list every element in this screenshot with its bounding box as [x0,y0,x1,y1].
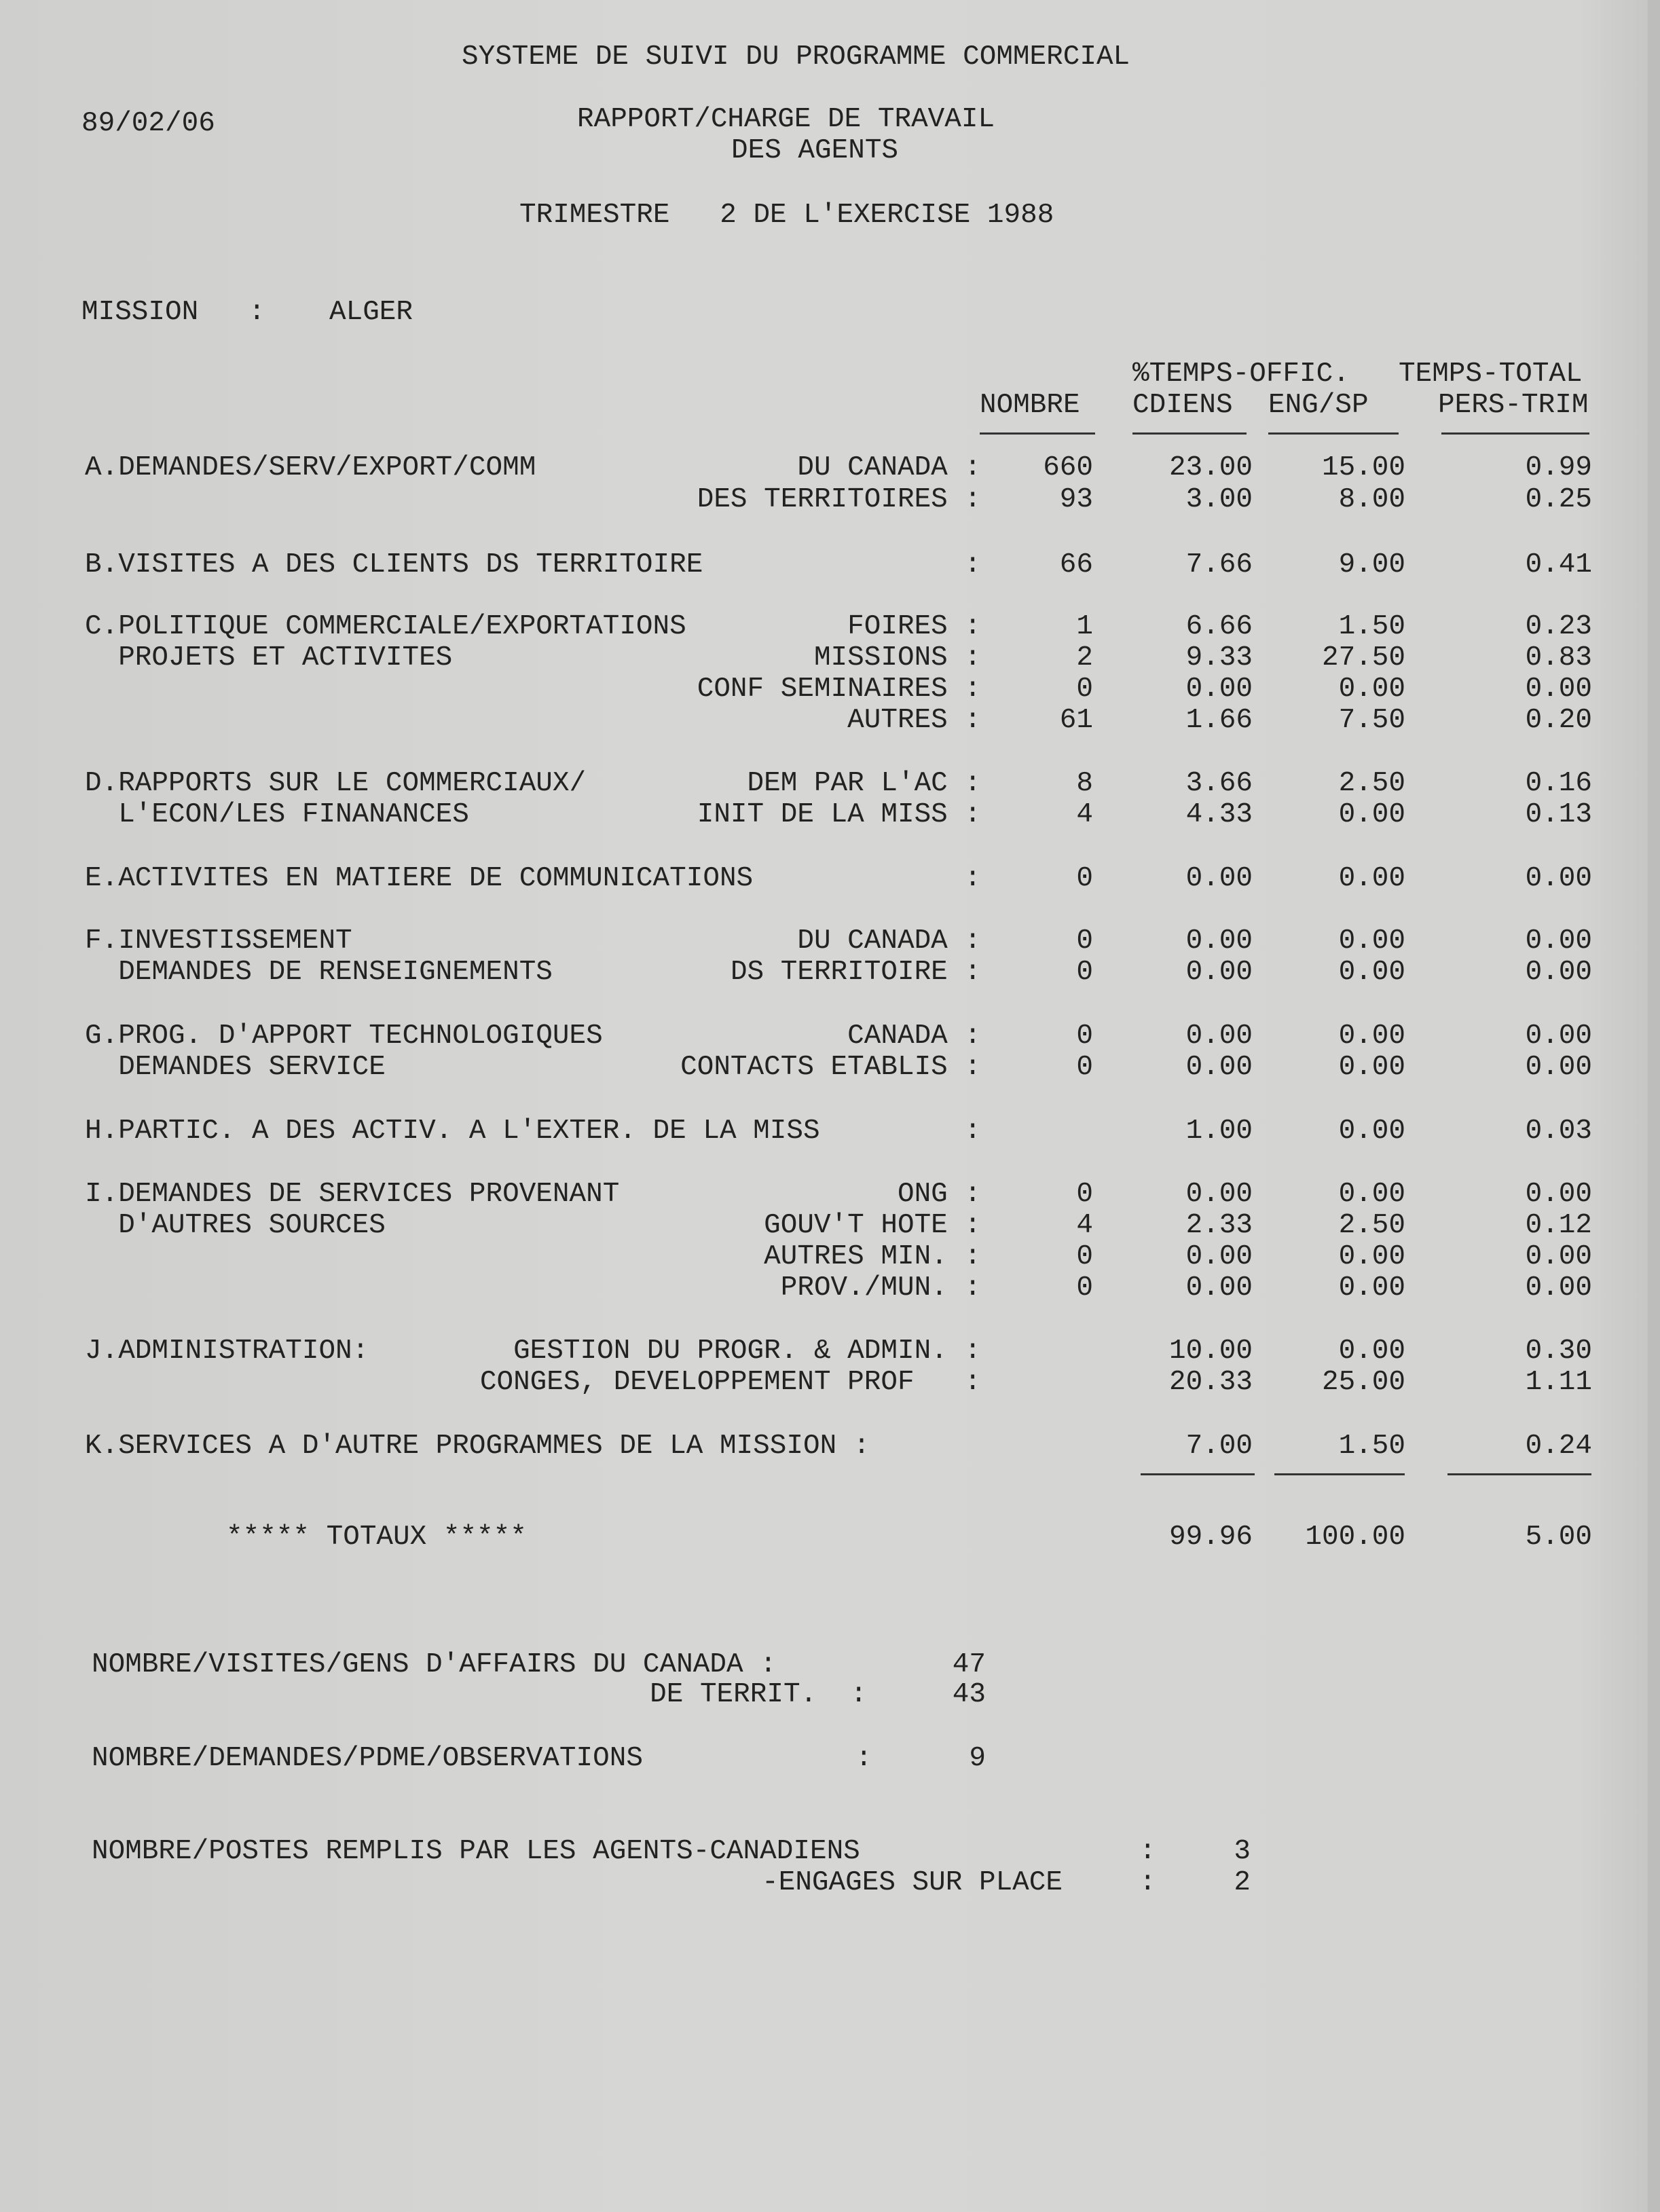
row-cdiens: 3.00 [1185,484,1253,515]
row-sublabel: DEM PAR L'AC : [747,768,981,799]
row-cdiens: 0.00 [1185,1272,1253,1304]
row-engsp: 27.50 [1321,642,1405,674]
row-perstrim: 0.00 [1525,925,1592,957]
row-engsp: 0.00 [1338,1116,1405,1147]
report-title-line2: DES AGENTS [731,135,899,166]
footer-posts-label-canadiens: NOMBRE/POSTES REMPLIS PAR LES AGENTS-CANADIENS [92,1836,860,1867]
mission-label: MISSION : [81,297,265,328]
row-cdiens: 0.00 [1185,957,1253,988]
row-nombre: 66 [1059,549,1093,580]
row-engsp: 0.00 [1338,1335,1405,1367]
row-perstrim: 0.25 [1525,484,1592,515]
row-label: F.INVESTISSEMENT [85,925,352,957]
scan-edge [1648,0,1660,2212]
row-cdiens: 7.66 [1185,549,1253,580]
row-perstrim: 0.41 [1525,549,1592,580]
row-sublabel: FOIRES : [847,611,981,642]
row-label: PROJETS ET ACTIVITES [85,642,453,674]
row-perstrim: 0.00 [1525,1272,1592,1304]
row-perstrim: 0.00 [1525,1020,1592,1052]
row-perstrim: 0.03 [1525,1116,1592,1147]
row-cdiens: 1.00 [1185,1116,1253,1147]
row-sublabel: : [964,863,981,894]
row-nombre: 61 [1059,705,1093,736]
row-nombre: 0 [1076,1052,1093,1083]
totals-cdiens: 99.96 [1168,1522,1253,1553]
row-perstrim: 0.00 [1525,674,1592,705]
row-engsp: 0.00 [1338,1052,1405,1083]
row-sublabel: MISSIONS : [813,642,981,674]
row-cdiens: 0.00 [1185,1241,1253,1272]
row-sublabel: : [964,549,981,580]
row-sublabel: CONF SEMINAIRES : [697,674,981,705]
report-date: 89/02/06 [81,108,215,139]
row-perstrim: 0.83 [1525,642,1592,674]
row-label: D.RAPPORTS SUR LE COMMERCIAUX/ [85,768,587,799]
footer-posts-colon-place: : [1139,1867,1156,1898]
row-perstrim: 0.00 [1525,1052,1592,1083]
row-nombre: 4 [1076,1210,1093,1241]
row-cdiens: 20.33 [1168,1367,1253,1398]
row-engsp: 1.50 [1338,1431,1405,1462]
totals-underline-cdiens [1141,1473,1255,1475]
footer-posts-value-place: 2 [1234,1867,1251,1898]
report-period: TRIMESTRE 2 DE L'EXERCISE 1988 [519,200,1054,231]
row-engsp: 8.00 [1338,484,1405,515]
column-underline-cdiens [1132,432,1247,435]
row-label: D'AUTRES SOURCES [85,1210,386,1241]
row-engsp: 0.00 [1338,674,1405,705]
row-label: DEMANDES DE RENSEIGNEMENTS [85,957,553,988]
footer-visits-value-canada: 47 [952,1649,986,1680]
row-engsp: 0.00 [1338,863,1405,894]
row-sublabel: INIT DE LA MISS : [697,799,981,830]
row-perstrim: 0.00 [1525,1241,1592,1272]
system-title: SYSTEME DE SUIVI DU PROGRAMME COMMERCIAL [462,41,1130,73]
row-label: G.PROG. D'APPORT TECHNOLOGIQUES [85,1020,603,1052]
totals-engsp: 100.00 [1305,1522,1405,1553]
row-sublabel: PROV./MUN. : [780,1272,981,1304]
row-cdiens: 3.66 [1185,768,1253,799]
footer-visits-label-territ: DE TERRIT. : [650,1679,867,1710]
totals-underline-perstrim [1447,1473,1591,1475]
footer-visits-value-territ: 43 [952,1679,986,1710]
row-nombre: 0 [1076,863,1093,894]
column-header-engsp: ENG/SP [1268,390,1369,421]
row-nombre: 0 [1076,674,1093,705]
row-cdiens: 23.00 [1168,452,1253,483]
row-nombre: 1 [1076,611,1093,642]
row-nombre: 0 [1076,1020,1093,1052]
row-engsp: 0.00 [1338,1020,1405,1052]
row-engsp: 0.00 [1338,1179,1405,1210]
column-header-nombre: NOMBRE [980,390,1080,421]
row-engsp: 1.50 [1338,611,1405,642]
row-label: J.ADMINISTRATION: [85,1335,369,1367]
row-engsp: 0.00 [1338,1272,1405,1304]
row-engsp: 9.00 [1338,549,1405,580]
footer-visits-label-canada: NOMBRE/VISITES/GENS D'AFFAIRS DU CANADA : [92,1649,777,1680]
row-nombre: 8 [1076,768,1093,799]
row-nombre: 4 [1076,799,1093,830]
column-underline-perstrim [1441,432,1589,435]
row-cdiens: 0.00 [1185,925,1253,957]
row-sublabel: CONTACTS ETABLIS : [680,1052,981,1083]
totals-label: ***** TOTAUX ***** [226,1522,527,1553]
row-perstrim: 0.20 [1525,705,1592,736]
row-perstrim: 0.00 [1525,1179,1592,1210]
row-cdiens: 0.00 [1185,674,1253,705]
row-label: DEMANDES SERVICE [85,1052,386,1083]
row-cdiens: 7.00 [1185,1431,1253,1462]
row-perstrim: 1.11 [1525,1367,1592,1398]
row-nombre: 93 [1059,484,1093,515]
totals-perstrim: 5.00 [1525,1522,1592,1553]
footer-requests-label: NOMBRE/DEMANDES/PDME/OBSERVATIONS [92,1743,643,1774]
row-perstrim: 0.00 [1525,863,1592,894]
footer-posts-colon-canadiens: : [1139,1836,1156,1867]
row-label: A.DEMANDES/SERV/EXPORT/COMM [85,452,536,483]
row-cdiens: 0.00 [1185,1052,1253,1083]
row-nombre: 660 [1043,452,1093,483]
footer-requests-value: 9 [969,1743,986,1774]
row-label: C.POLITIQUE COMMERCIALE/EXPORTATIONS [85,611,686,642]
row-perstrim: 0.00 [1525,957,1592,988]
row-cdiens: 2.33 [1185,1210,1253,1241]
row-cdiens: 0.00 [1185,863,1253,894]
row-sublabel: GOUV'T HOTE : [764,1210,981,1241]
row-perstrim: 0.30 [1525,1335,1592,1367]
row-nombre: 0 [1076,925,1093,957]
row-label: K.SERVICES A D'AUTRE PROGRAMMES DE LA MISSION : [85,1431,870,1462]
row-engsp: 0.00 [1338,799,1405,830]
column-group-header-2: TEMPS-TOTAL [1399,358,1583,390]
row-engsp: 2.50 [1338,768,1405,799]
column-header-cdiens: CDIENS [1132,390,1233,421]
row-perstrim: 0.12 [1525,1210,1592,1241]
totals-underline-engsp [1274,1473,1405,1475]
column-underline-engsp [1268,432,1399,435]
row-engsp: 0.00 [1338,957,1405,988]
row-sublabel: GESTION DU PROGR. & ADMIN. : [513,1335,981,1367]
row-sublabel: : [964,1116,981,1147]
row-sublabel: AUTRES : [847,705,981,736]
row-label: B.VISITES A DES CLIENTS DS TERRITOIRE [85,549,703,580]
row-sublabel: CONGES, DEVELOPPEMENT PROF : [479,1367,981,1398]
row-sublabel: DS TERRITOIRE : [730,957,981,988]
report-title-line1: RAPPORT/CHARGE DE TRAVAIL [577,104,995,135]
row-cdiens: 4.33 [1185,799,1253,830]
footer-posts-value-canadiens: 3 [1234,1836,1251,1867]
row-cdiens: 0.00 [1185,1020,1253,1052]
footer-requests-colon: : [855,1743,872,1774]
row-engsp: 15.00 [1321,452,1405,483]
row-label: I.DEMANDES DE SERVICES PROVENANT [85,1179,620,1210]
row-sublabel: DU CANADA : [797,925,981,957]
row-perstrim: 0.23 [1525,611,1592,642]
row-engsp: 25.00 [1321,1367,1405,1398]
row-sublabel: DU CANADA : [797,452,981,483]
column-header-perstrim: PERS-TRIM [1438,390,1589,421]
row-engsp: 2.50 [1338,1210,1405,1241]
row-nombre: 0 [1076,957,1093,988]
row-sublabel: ONG : [897,1179,981,1210]
row-label: L'ECON/LES FINANANCES [85,799,469,830]
row-nombre: 0 [1076,1241,1093,1272]
row-perstrim: 0.13 [1525,799,1592,830]
row-nombre: 0 [1076,1272,1093,1304]
row-engsp: 0.00 [1338,1241,1405,1272]
row-sublabel: CANADA : [847,1020,981,1052]
row-perstrim: 0.16 [1525,768,1592,799]
mission-value: ALGER [329,297,413,328]
row-label: H.PARTIC. A DES ACTIV. A L'EXTER. DE LA MISS [85,1116,820,1147]
row-cdiens: 6.66 [1185,611,1253,642]
row-nombre: 2 [1076,642,1093,674]
row-cdiens: 0.00 [1185,1179,1253,1210]
row-engsp: 0.00 [1338,925,1405,957]
footer-posts-label-place: -ENGAGES SUR PLACE [762,1867,1063,1898]
row-cdiens: 10.00 [1168,1335,1253,1367]
row-cdiens: 9.33 [1185,642,1253,674]
row-sublabel: AUTRES MIN. : [764,1241,981,1272]
row-engsp: 7.50 [1338,705,1405,736]
row-perstrim: 0.24 [1525,1431,1592,1462]
row-label: E.ACTIVITES EN MATIERE DE COMMUNICATIONS [85,863,754,894]
row-cdiens: 1.66 [1185,705,1253,736]
column-group-header-1: %TEMPS-OFFIC. [1132,358,1350,390]
row-sublabel: DES TERRITOIRES : [697,484,981,515]
row-perstrim: 0.99 [1525,452,1592,483]
column-underline-nombre [980,432,1095,435]
row-nombre: 0 [1076,1179,1093,1210]
